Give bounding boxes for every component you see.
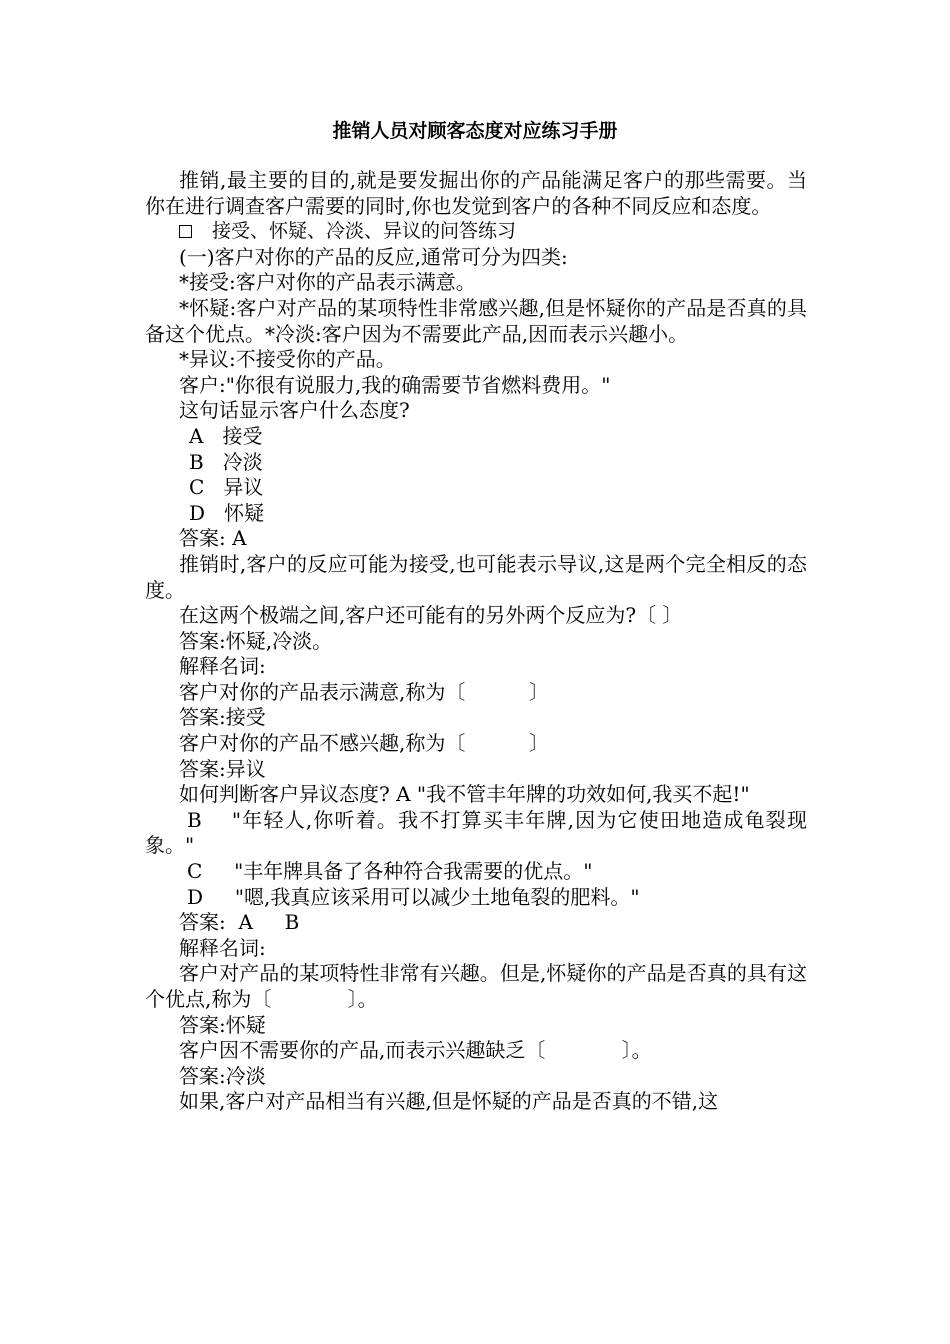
checkbox-square-icon bbox=[179, 225, 192, 238]
paragraph: 推销时,客户的反应可能为接受,也可能表示导议,这是两个完全相反的态度。 bbox=[145, 551, 807, 602]
paragraph: *怀疑:客户对产品的某项特性非常感兴趣,但是怀疑你的产品是否真的具备这个优点。*冷淡:客户因为不需要此产品,因而表示兴趣小。 bbox=[145, 295, 807, 346]
answer: 答案:接受 bbox=[179, 705, 266, 730]
paragraph: 如果,客户对产品相当有兴趣,但是怀疑的产品是否真的不错,这 bbox=[179, 1089, 719, 1114]
paragraph: (一)客户对你的产品的反应,通常可分为四类: bbox=[179, 244, 568, 269]
paragraph: 解释名词: bbox=[179, 935, 266, 960]
option-a: A 接受 bbox=[189, 423, 263, 448]
answer: 答案:怀疑 bbox=[179, 1012, 266, 1037]
section-heading-text: 接受、怀疑、冷淡、异议的问答练习 bbox=[212, 220, 517, 243]
option-b: B 冷淡 bbox=[189, 449, 263, 474]
option-c: C "丰年牌具备了各种符合我需要的优点。" bbox=[187, 859, 593, 884]
option-d: D 怀疑 bbox=[189, 500, 265, 525]
intro-paragraph: 推销,最主要的目的,就是要发掘出你的产品能满足客户的那些需要。当你在进行调查客户需要的同时,你也发觉到客户的各种不同反应和态度。 bbox=[145, 168, 807, 218]
paragraph: 解释名词: bbox=[179, 654, 266, 679]
answer: 答案: A B bbox=[179, 910, 300, 935]
answer: 答案:冷淡 bbox=[179, 1063, 266, 1088]
question: 客户因不需要你的产品,而表示兴趣缺乏〔 〕。 bbox=[179, 1038, 652, 1063]
paragraph: *接受:客户对你的产品表示满意。 bbox=[179, 270, 476, 295]
paragraph: *异议:不接受你的产品。 bbox=[179, 347, 396, 372]
paragraph: 客户:"你很有说服力,我的确需要节省燃料费用。" bbox=[179, 372, 611, 397]
answer: 答案:怀疑,冷淡。 bbox=[179, 628, 333, 653]
document-title: 推销人员对顾客态度对应练习手册 bbox=[332, 120, 618, 142]
document-body bbox=[145, 168, 807, 1115]
option-b: B "年轻人,你听着。我不打算买丰年牌,因为它使田地造成龟裂现象。" bbox=[145, 807, 807, 858]
question: 如何判断客户异议态度? A "我不管丰年牌的功效如何,我买不起!" bbox=[179, 782, 750, 807]
question: 在这两个极端之间,客户还可能有的另外两个反应为?〔 〕 bbox=[179, 603, 683, 628]
question: 客户对产品的某项特性非常有兴趣。但是,怀疑你的产品是否真的具有这个优点,称为〔 〕。 bbox=[145, 961, 807, 1011]
answer: 答案: A bbox=[179, 526, 247, 551]
option-c: C 异议 bbox=[189, 475, 264, 500]
option-d: D "嗯,我真应该采用可以减少土地龟裂的肥料。" bbox=[187, 884, 640, 909]
question: 客户对你的产品不感兴趣,称为〔 〕 bbox=[179, 731, 549, 756]
answer: 答案:异议 bbox=[179, 756, 266, 781]
section-heading bbox=[145, 219, 807, 245]
question: 这句话显示客户什么态度? bbox=[179, 398, 410, 423]
question: 客户对你的产品表示满意,称为〔 〕 bbox=[179, 679, 549, 704]
